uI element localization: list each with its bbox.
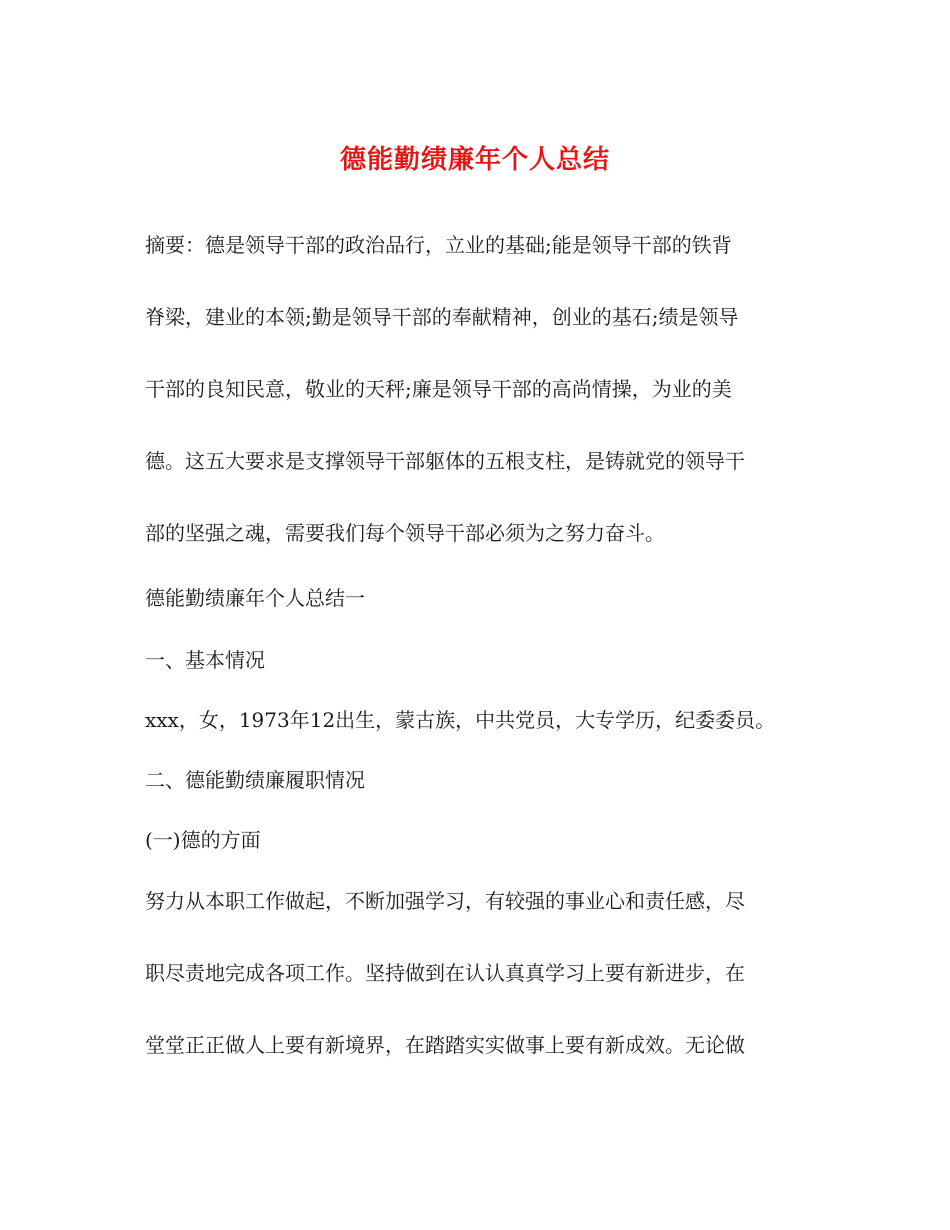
paragraph-line: 努力从本职工作做起，不断加强学习，有较强的事业心和责任感，尽 <box>145 889 745 913</box>
paragraph-line: 职尽责地完成各项工作。坚持做到在认认真真学习上要有新进步，在 <box>145 961 745 985</box>
paragraph-line: 摘要：德是领导干部的政治品行，立业的基础;能是领导干部的铁背 <box>145 233 732 257</box>
paragraph-line: 堂堂正正做人上要有新境界，在踏踏实实做事上要有新成效。无论做 <box>145 1033 745 1057</box>
section-heading: 德能勤绩廉年个人总结一 <box>145 586 365 610</box>
paragraph-line: 德。这五大要求是支撑领导干部躯体的五根支柱，是铸就党的领导干 <box>145 449 745 473</box>
paragraph-line: 脊梁，建业的本领;勤是领导干部的奉献精神，创业的基石;绩是领导 <box>145 305 739 329</box>
section-heading: (一)德的方面 <box>145 828 261 852</box>
section-heading: 一、基本情况 <box>145 648 265 672</box>
document-title: 德能勤绩廉年个人总结 <box>339 145 610 175</box>
section-heading: 二、德能勤绩廉履职情况 <box>145 768 365 792</box>
paragraph-line: xxx，女，1973年12出生，蒙古族，中共党员，大专学历，纪委委员。 <box>145 708 776 732</box>
paragraph-line: 干部的良知民意，敬业的天秤;廉是领导干部的高尚情操，为业的美 <box>145 377 732 401</box>
paragraph-line: 部的坚强之魂，需要我们每个领导干部必须为之努力奋斗。 <box>145 521 665 545</box>
